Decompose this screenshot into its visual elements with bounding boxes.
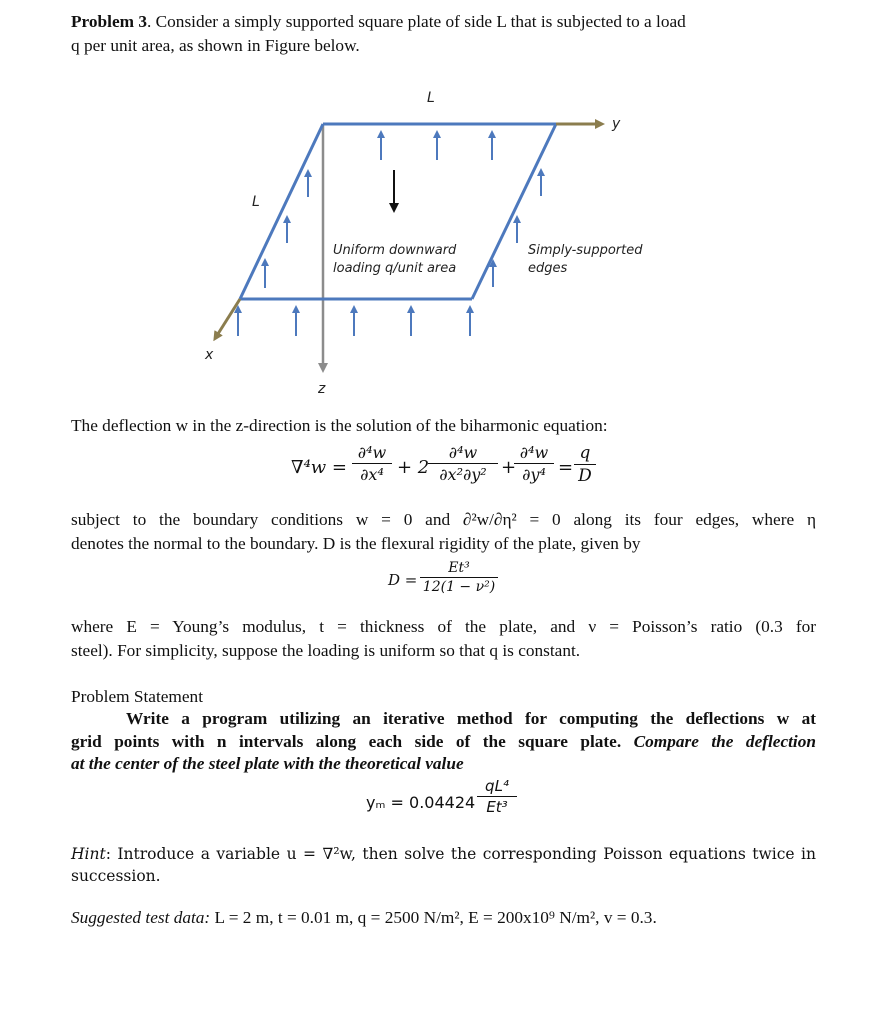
theoretical-fraction (477, 777, 517, 816)
hint-line2: succession. (71, 867, 161, 885)
eq-rhs (574, 443, 596, 486)
eq-term1-num: ∂⁴w (357, 443, 387, 462)
eq-term1 (352, 443, 392, 484)
eq-term3-den: ∂y⁴ (522, 465, 546, 484)
theoretical-num: qL⁴ (485, 777, 509, 795)
where-line1: where E = Young’s modulus, t = thickness of the plate, and ν = Poisson’s ratio (0.3 for (71, 617, 816, 636)
ps-line3: at the center of the steel plate with the theoretical value (71, 754, 464, 773)
eq-term3-num: ∂⁴w (519, 443, 549, 462)
load-label-line2: loading q/unit area (333, 261, 457, 276)
ps-line2-italic: Compare the deflection (621, 732, 816, 751)
problem-intro-text: . Consider a simply supported square plate of side L that is subjected to a load (147, 12, 686, 31)
eq-term3 (514, 443, 554, 484)
eq-term1-den: ∂x⁴ (360, 465, 384, 484)
edge-label-line2: edges (528, 261, 568, 276)
rigidity-den: 12(1 − ν²) (422, 579, 496, 595)
where-line2: steel). For simplicity, suppose the loading is uniform so that q is constant. (71, 641, 581, 660)
label-y-axis: y (612, 116, 621, 132)
test-data-values: L = 2 m, t = 0.01 m, q = 2500 N/m², E = 200x10⁹ N/m², v = 0.3. (210, 908, 657, 927)
rigidity-num: Et³ (448, 560, 470, 576)
eq-plus2: + 2 (397, 457, 430, 478)
eq-lhs: ∇⁴w = (291, 457, 347, 478)
edge-label-line1: Simply-supported (528, 243, 643, 258)
eq-equals: = (558, 457, 574, 478)
test-data-label: Suggested test data: (71, 908, 211, 927)
x-axis (216, 299, 240, 337)
label-left-L: L (252, 194, 260, 210)
eq-term2-den: ∂x²∂y² (439, 465, 487, 484)
label-z-axis: z (318, 381, 326, 397)
plate-figure (0, 0, 890, 420)
test-data (71, 906, 657, 930)
hint-label: Hint (71, 845, 106, 863)
theoretical-lhs: yₘ = 0.04424 (366, 793, 476, 812)
label-x-axis: x (205, 347, 214, 363)
eq-rhs-den: D (578, 466, 592, 486)
eq-plus: + (501, 457, 517, 478)
ps-heading: Problem Statement (71, 687, 203, 706)
bc-line1: subject to the boundary conditions w = 0 and ∂²w/∂η² = 0 along its four edges, where η (71, 510, 816, 529)
hint-text: : Introduce a variable u = ∇²w, then solve the corresponding Poisson equations twice in (105, 845, 816, 863)
load-label-line1: Uniform downward (333, 243, 457, 258)
ps-line1: Write a program utilizing an iterative method for computing the deflections w at (126, 709, 816, 728)
problem-intro-line2: q per unit area, as shown in Figure below. (71, 36, 360, 55)
rigidity-lhs: D = (388, 571, 418, 589)
rigidity-fraction (420, 560, 498, 595)
problem-label: Problem 3 (71, 12, 147, 31)
ps-line2 (71, 730, 816, 754)
theoretical-den: Et³ (486, 798, 508, 816)
hint-line1 (71, 842, 816, 866)
support-arrows (238, 134, 541, 336)
eq-term2 (428, 443, 498, 484)
ps-line2-bold: grid points with n intervals along each side of the square plate. (71, 732, 622, 751)
eq-rhs-num: q (579, 443, 591, 463)
deflection-intro: The deflection w in the z-direction is the solution of the biharmonic equation: (71, 416, 608, 435)
label-top-L: L (427, 90, 435, 106)
eq-term2-num: ∂⁴w (448, 443, 478, 462)
bc-line2: denotes the normal to the boundary. D is the flexural rigidity of the plate, given by (71, 534, 641, 553)
